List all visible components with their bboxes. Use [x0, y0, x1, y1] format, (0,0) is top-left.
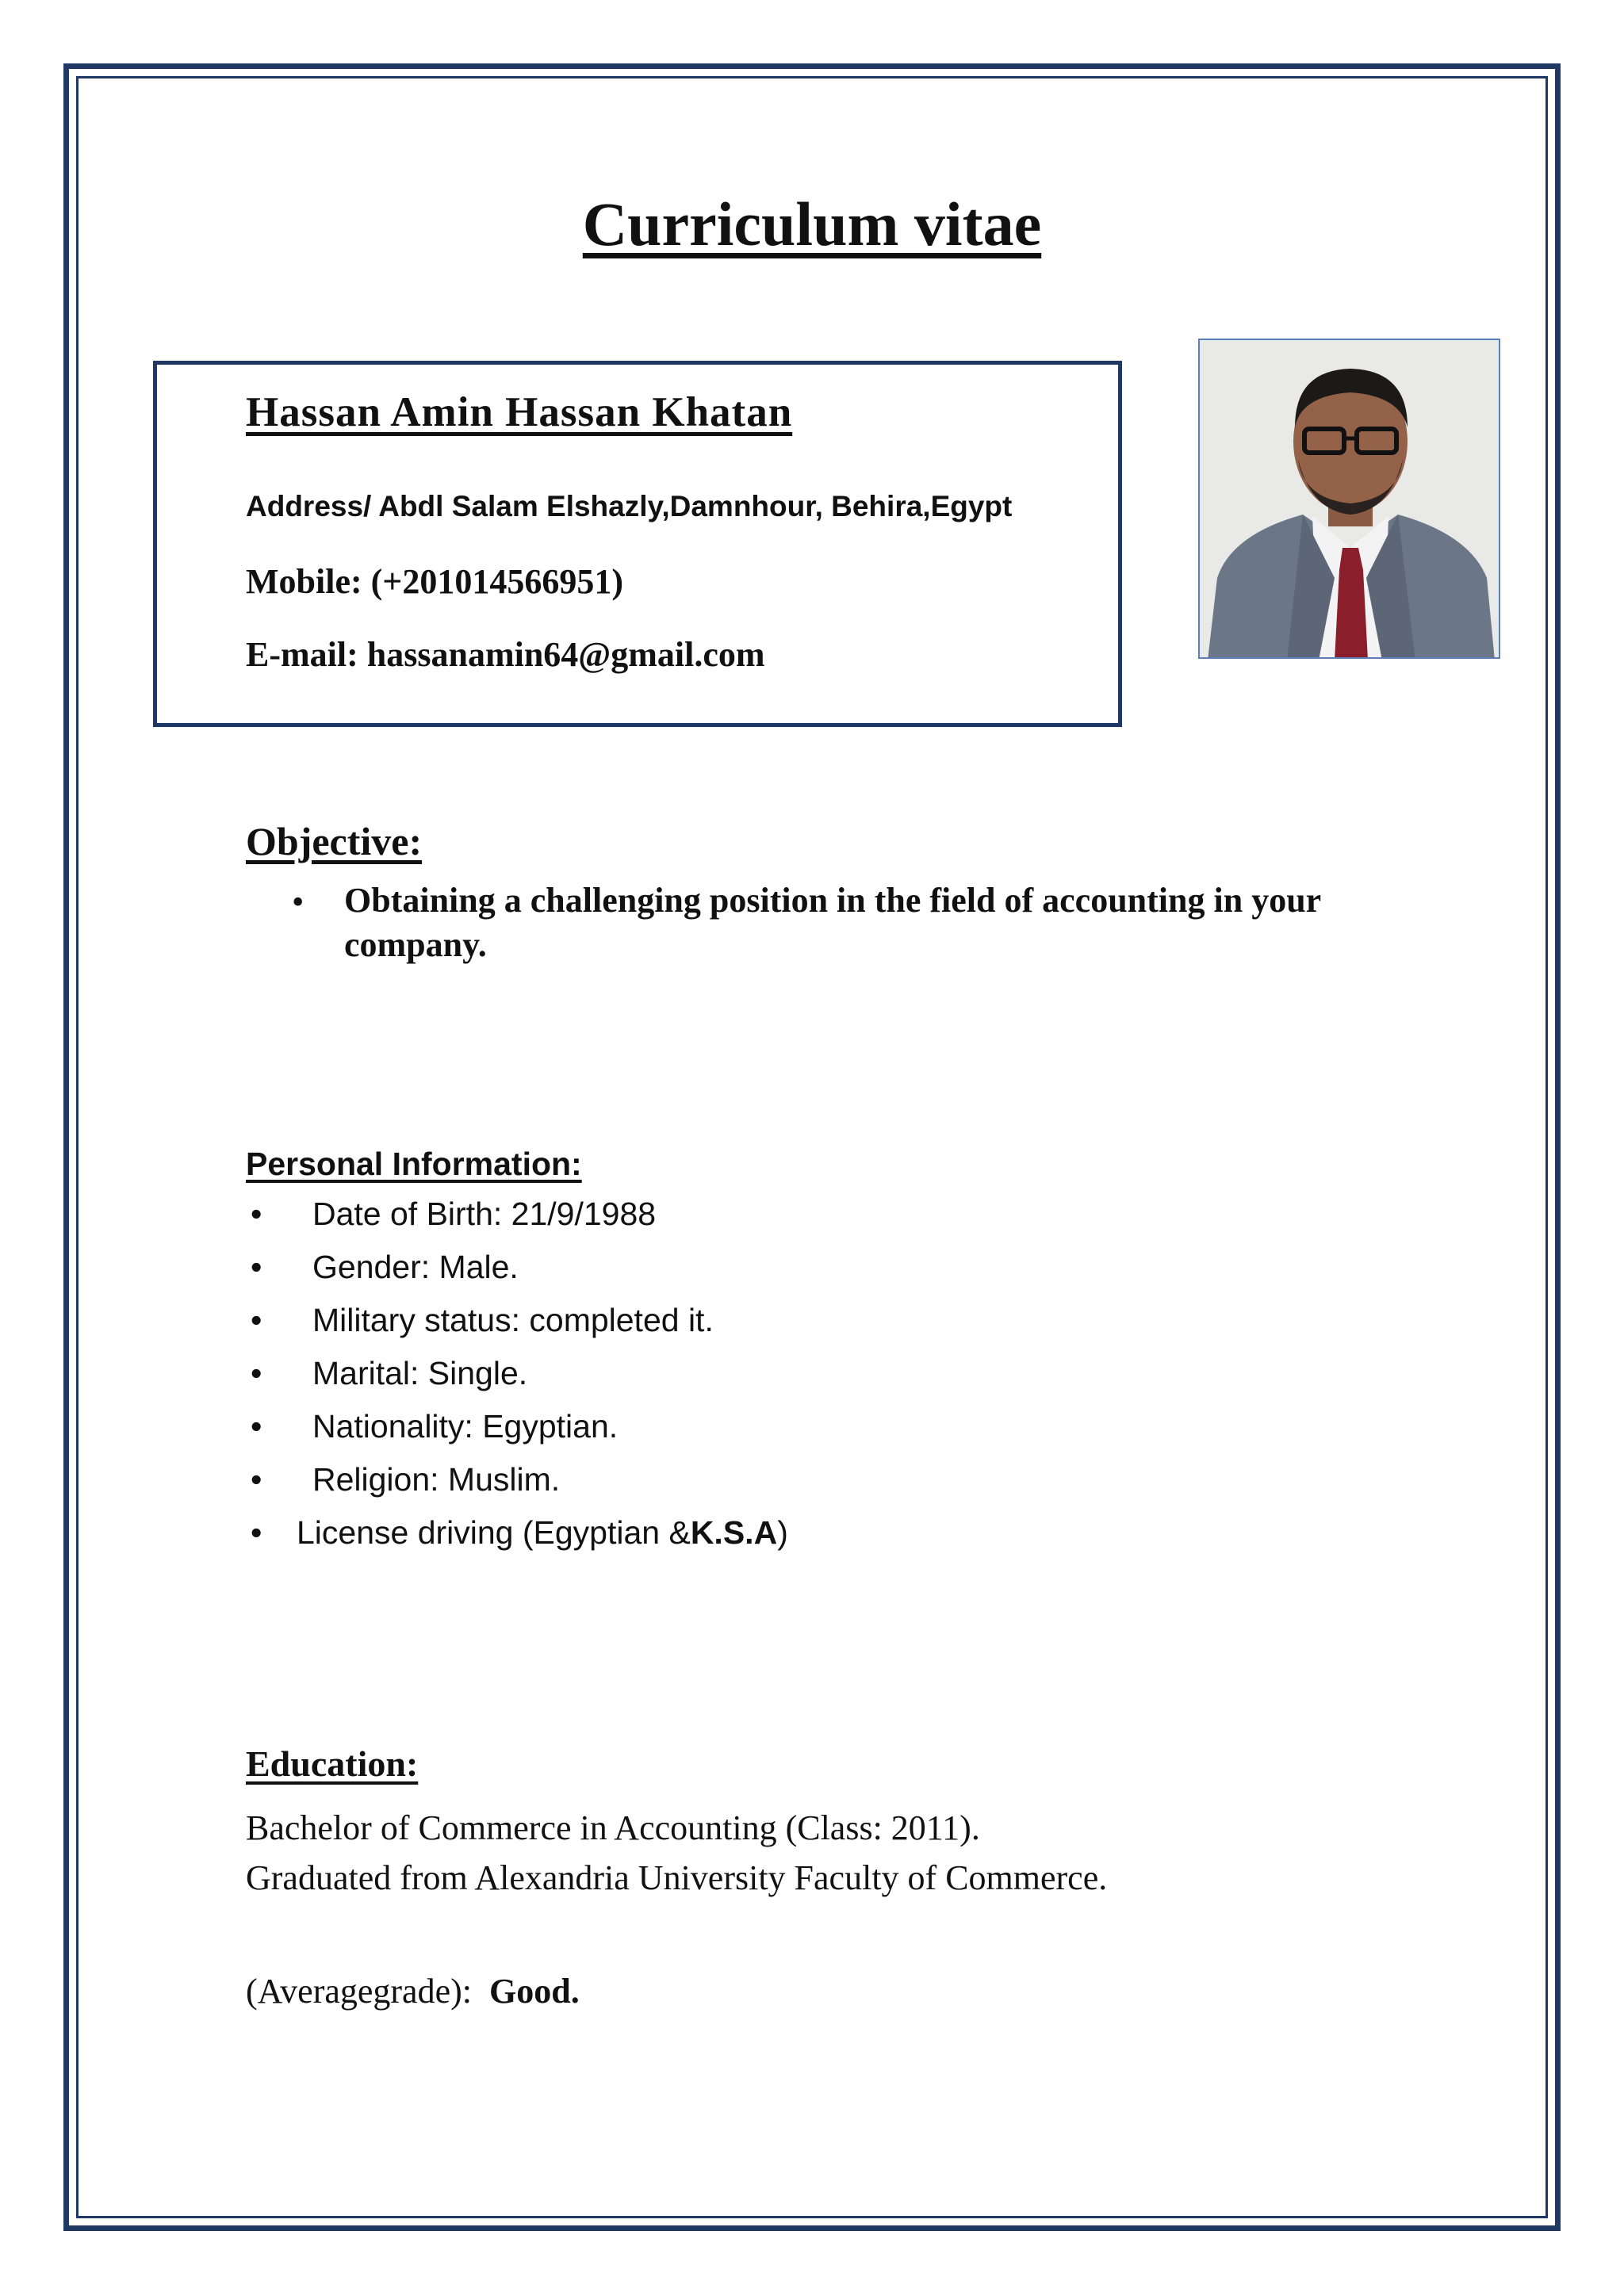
address: Address/ Abdl Salam Elshazly,Damnhour, Behira,Egypt	[246, 490, 1013, 522]
education-grade: (Averagegrade): Good.	[246, 1972, 580, 2011]
mobile: Mobile: (+201014566951)	[246, 562, 624, 601]
education-heading: Education:	[246, 1743, 419, 1784]
nationality: Nationality: Egyptian.	[312, 1408, 619, 1445]
portrait-photo-icon	[1200, 340, 1500, 659]
objective-heading: Objective:	[246, 819, 423, 863]
education-degree: Bachelor of Commerce in Accounting (Class: 2011).	[246, 1808, 980, 1847]
objective-bullet: •	[292, 882, 304, 921]
gender: Gender: Male.	[312, 1249, 519, 1285]
military-status: Military status: completed it.	[312, 1302, 714, 1338]
marital-status: Marital: Single.	[312, 1355, 528, 1391]
license-driving: License driving (Egyptian &K.S.A)	[297, 1514, 788, 1551]
portrait-photo	[1198, 339, 1500, 659]
email: E-mail: hassanamin64@gmail.com	[246, 635, 765, 674]
education-university: Graduated from Alexandria University Faculty of Commerce.	[246, 1858, 1108, 1897]
religion: Religion: Muslim.	[312, 1461, 561, 1498]
personal-info-heading: Personal Information:	[246, 1146, 582, 1182]
page-title: Curriculum vitae	[582, 189, 1042, 258]
candidate-name: Hassan Amin Hassan Khatan	[246, 389, 793, 435]
objective-text: Obtaining a challenging position in the field of accounting in your company.	[344, 881, 1321, 964]
date-of-birth: Date of Birth: 21/9/1988	[312, 1196, 657, 1232]
